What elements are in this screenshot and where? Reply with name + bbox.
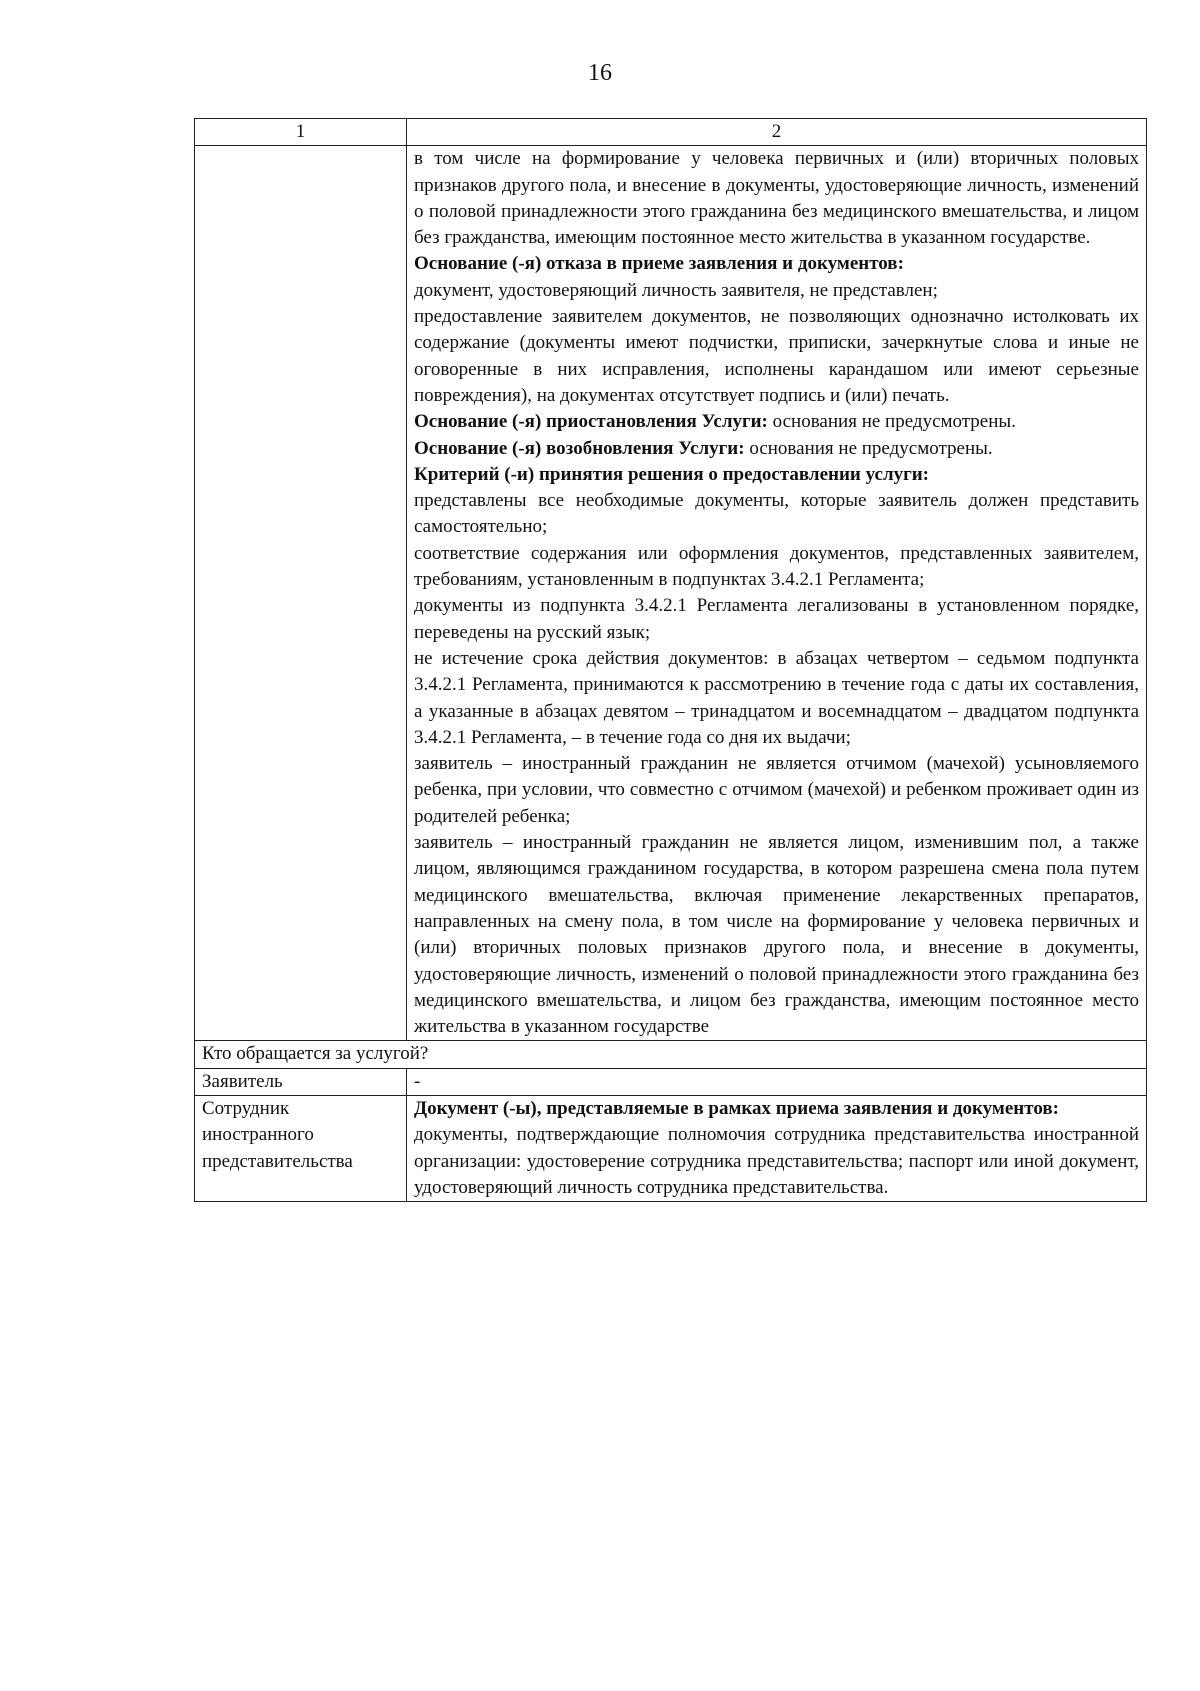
criteria-item: заявитель – иностранный гражданин не является отчимом (мачехой) усыновляемого ребенка, при условии, что совместно с отчимом (мачехой) и ребенком проживает один из родителей ребенка; [414, 753, 1139, 827]
criteria-item: не истечение срока действия документов: в абзацах четвертом – седьмом подпункта 3.4.2.1 Регламента, принимаются к рассмотрению в течение года с даты их составления, а указанные в абзацах девятом – тринадцатом и восемнадцатом – двадцатом подпункта 3.4.2.1 Регламента, – в течение года со дня их выдачи; [414, 647, 1139, 748]
criteria-item: заявитель – иностранный гражданин не является лицом, изменившим пол, а также лицом, являющимся гражданином государства, в котором разрешена смена пола путем медицинского вмешательства, включая применение лекарственных препаратов, направленных на смену пола, в том числе на формирование у человека первичных и (или) вторичных половых признаков другого пола, и внесение в документы, удостоверяющие личность, изменений о половой принадлежности этого гражданина без медицинского вмешательства, и лицом без гражданства, имеющим постоянное место жительства в указанном государстве [414, 832, 1139, 1038]
suspension-text: основания не предусмотрены. [767, 411, 1016, 433]
representative-col-1: Сотрудник иностранного представительства [195, 1095, 407, 1201]
who-applies-row [195, 1041, 1147, 1068]
resumption-text: основания не предусмотрены. [744, 437, 993, 459]
continuation-col-2 [407, 146, 1147, 1041]
docs-text: документы, подтверждающие полномочия сотрудника представительства иностранной организации: удостоверение сотрудника представительства; паспорт или иной документ, удостоверяющий личность сотрудника представительства. [414, 1124, 1139, 1198]
table-row [195, 146, 1147, 1041]
criteria-item: соответствие содержания или оформления документов, представленных заявителем, требованиям, установленным в подпунктах 3.4.2.1 Регламента; [414, 542, 1139, 591]
criteria-heading: Критерий (-и) принятия решения о предоставлении услуги: [414, 463, 930, 485]
applicant-col-1: Заявитель [195, 1068, 407, 1095]
resumption-paragraph [414, 436, 1139, 462]
page-number: 16 [588, 60, 612, 86]
docs-heading: Документ (-ы), представляемые в рамках приема заявления и документов: [414, 1097, 1059, 1119]
suspension-paragraph [414, 409, 1139, 435]
resumption-heading: Основание (-я) возобновления Услуги: [414, 437, 745, 459]
suspension-heading: Основание (-я) приостановления Услуги: [414, 411, 768, 433]
who-applies-cell: Кто обращается за услугой? [195, 1041, 1147, 1068]
representative-row [195, 1095, 1147, 1201]
intro-paragraph: в том числе на формирование у человека первичных и (или) вторичных половых признаков другого пола, и внесение в документы, удостоверяющие личность, изменений о половой принадлежности этого гражданина без медицинского вмешательства, и лицом без гражданства, имеющим постоянное место жительства в указанном государстве. [414, 148, 1139, 249]
table-header-row [195, 119, 1147, 146]
refusal-heading: Основание (-я) отказа в приеме заявления и документов: [414, 253, 904, 275]
criteria-item: представлены все необходимые документы, которые заявитель должен представить самостоятельно; [414, 490, 1139, 538]
applicant-row [195, 1068, 1147, 1095]
refusal-item: документ, удостоверяющий личность заявителя, не представлен; [414, 279, 938, 301]
services-table [194, 118, 1147, 1202]
representative-col-2 [407, 1095, 1147, 1201]
criteria-item: документы из подпункта 3.4.2.1 Регламента легализованы в установленном порядке, переведены на русский язык; [414, 595, 1139, 643]
header-col-1: 1 [195, 119, 407, 146]
continuation-col-1 [195, 146, 407, 1041]
refusal-item: предоставление заявителем документов, не позволяющих однозначно истолковать их содержание (документы имеют подчистки, приписки, зачеркнутые слова и иные не оговоренные в них исправления, исполнены карандашом или имеют серьезные повреждения), на документах отсутствует подпись и (или) печать. [414, 306, 1139, 406]
header-col-2: 2 [407, 119, 1147, 146]
applicant-col-2: - [407, 1068, 1147, 1095]
